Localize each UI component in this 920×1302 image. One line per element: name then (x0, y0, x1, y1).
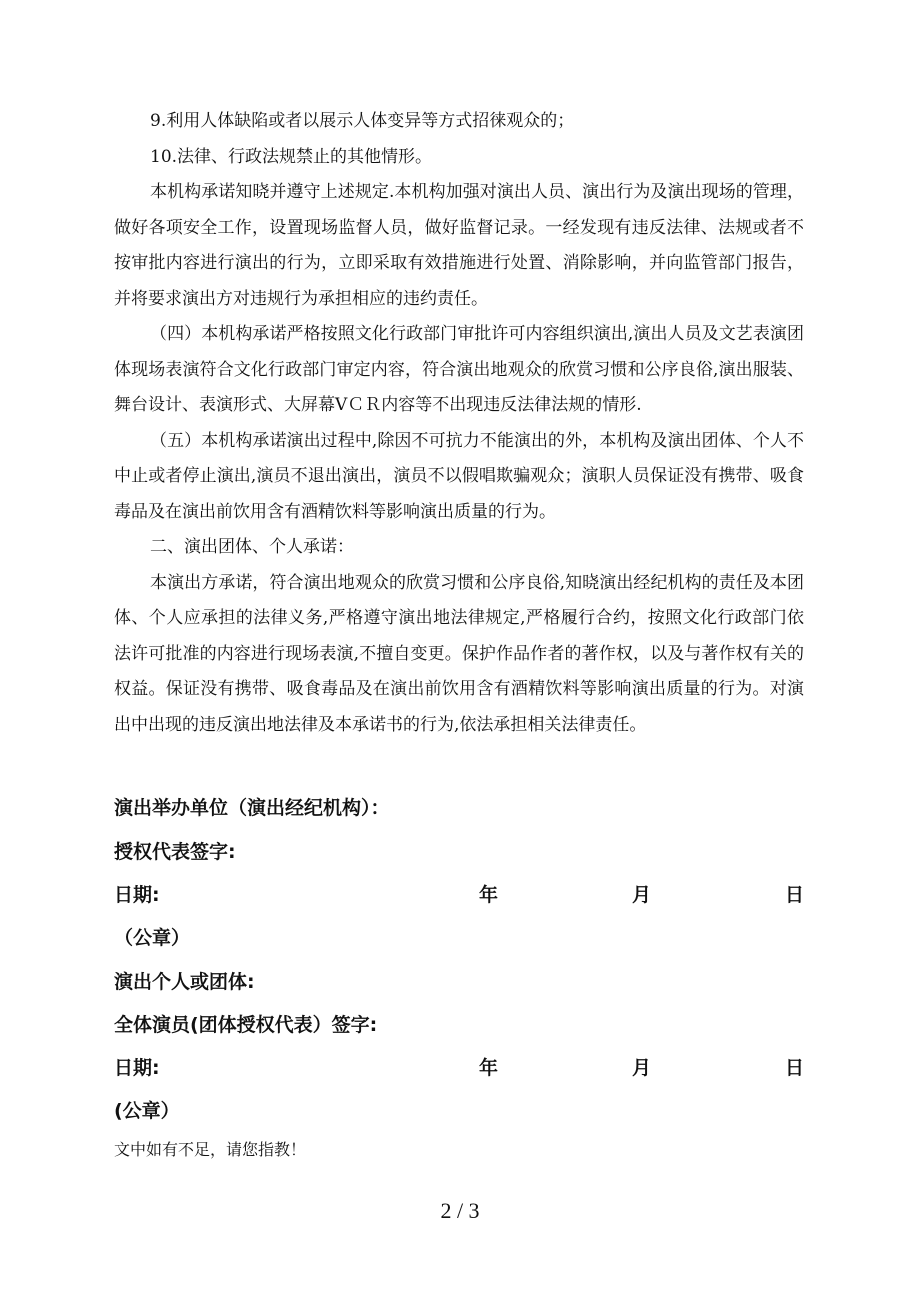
paragraph-item-9: 9.利用人体缺陷或者以展示人体变异等方式招徕观众的； (150, 111, 575, 131)
paragraph-section-four: （四）本机构承诺严格按照文化行政部门审批许可内容组织演出,演出人员及文艺表演团体现场表演符合文化行政部门审定内容，符合演出地观众的欣赏习惯和公序良俗,演出服装、舞台设计、表演形式、大屏幕VＣＲ内容等不出现违反法律法规的情形. (114, 324, 804, 415)
commitment-body (114, 104, 804, 743)
section-heading-performer: 二、演出团体、个人承诺： (150, 537, 354, 557)
organizer-date-year: 年 (479, 884, 499, 906)
paragraph-section-five: （五）本机构承诺演出过程中,除因不可抗力不能演出的外，本机构及演出团体、个人不中止或者停止演出,演员不退出演出，演员不以假唱欺骗观众；演职人员保证没有携带、吸食毒品及在演出前饮用含有酒精饮料等影响演出质量的行为。 (114, 430, 804, 522)
organizer-date-month: 月 (632, 884, 652, 906)
performer-date-label: 日期: (114, 1057, 160, 1079)
page-number: 2 / 3 (440, 1198, 480, 1223)
organizer-date-row (114, 880, 804, 910)
performer-date-month: 月 (632, 1057, 652, 1079)
paragraph-performer-commitment: 本演出方承诺，符合演出地观众的欣赏习惯和公序良俗,知晓演出经纪机构的责任及本团体、个人应承担的法律义务,严格遵守演出地法律规定,严格履行合约，按照文化行政部门依法许可批准的内容进行现场表演,不擅自变更。保护作品作者的著作权，以及与著作权有关的权益。保证没有携带、吸食毒品及在演出前饮用含有酒精饮料等影响演出质量的行为。对演出中出现的违反演出地法律及本承诺书的行为,依法承担相关法律责任。 (114, 572, 804, 735)
organizer-signature-label: 授权代表签字: (114, 841, 236, 863)
footer-note: 文中如有不足，请您指教！ (114, 1140, 307, 1159)
organizer-date-label: 日期: (114, 884, 160, 906)
performer-signature-label: 全体演员(团体授权代表）签字: (114, 1014, 378, 1036)
paragraph-organizer-compliance: 本机构承诺知晓并遵守上述规定.本机构加强对演出人员、演出行为及演出现场的管理，做好各项安全工作，设置现场监督人员，做好监督记录。一经发现有违反法律、法规或者不按审批内容进行演出的行为，立即采取有效措施进行处置、消除影响，并向监管部门报告，并将要求演出方对违规行为承担相应的违约责任。 (114, 182, 804, 309)
organizer-seal: （公章） (114, 927, 191, 949)
performer-date-row (114, 1053, 804, 1083)
paragraph-item-10: 10.法律、行政法规禁止的其他情形。 (150, 146, 433, 167)
organizer-date-day: 日 (785, 884, 805, 906)
performer-date-year: 年 (479, 1057, 499, 1079)
performer-heading: 演出个人或团体: (114, 971, 255, 993)
organizer-heading: 演出举办单位（演出经纪机构）： (114, 797, 390, 819)
performer-date-day: 日 (785, 1057, 805, 1079)
performer-seal: (公章） (114, 1100, 180, 1122)
